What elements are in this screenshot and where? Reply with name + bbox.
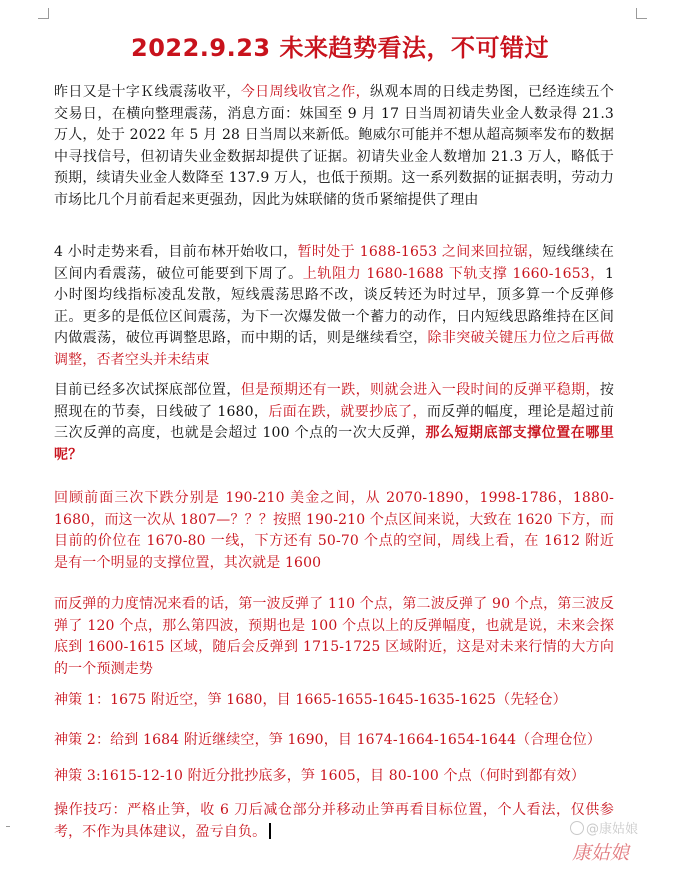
paragraph-past-declines: 回顾前面三次下跌分别是 190-210 美金之间，从 2070-1890，1998-1786，1880-1680，而这一次从 1807—？？？按照 190-210 个点区间来说，大致在 1620 下方，而目前的价位在 1670-80 一线，下方还有 50-70 个点的空间，周线上看，在 1612 附近是有一个明显的支撑位置，其次就是 1600: [54, 490, 614, 571]
p1-text-1: 昨日又是十字Ｋ线震荡收平，: [54, 84, 241, 100]
strategy-2: 神策 2：给到 1684 附近继续空，笋 1690，目 1674-1664-1654-1644（合理仓位）: [54, 732, 602, 748]
paragraph-daily-review: [54, 82, 614, 212]
p3-highlight-2: 后面在跌，就要抄底了，: [268, 403, 427, 420]
operation-tips-text: 操作技巧：严格止笋，收 6 刀后减仓部分并移动止笋再看目标位置，个人看法，仅供参考，不作为具体建议，盈亏自负。: [54, 802, 614, 840]
text-cursor: [269, 823, 271, 839]
weibo-handle: @康姑娘: [586, 822, 639, 837]
weibo-watermark: [570, 818, 638, 837]
p3-text-2: 按照现在的节奏，日线破了 1680，: [54, 382, 614, 420]
page-corner-mark-top-right: [636, 8, 647, 19]
paragraph-4h-trend: [54, 242, 614, 372]
p2-highlight-range: 暂时处于 1688-1653 之间来回拉锯，: [297, 244, 543, 260]
p3-highlight-1: 但是预期还有一跌，则就会进入一段时间的反弹平稳期，: [240, 382, 600, 398]
document-title: [0, 28, 680, 63]
page-corner-mark-top-left: [38, 8, 49, 19]
p2-text-1: 4 小时走势来看，目前布林开始收口，: [54, 244, 298, 260]
signature-watermark: 康姑娘: [572, 842, 630, 864]
p2-highlight-levels: 上轨阻力 1680-1688 下轨支撑 1660-1653，: [302, 265, 605, 282]
strategy-1: 神策 1：1675 附近空，笋 1680，目 1665-1655-1645-1635-1625（先轻仓）: [54, 692, 567, 708]
paragraph-bottom-test: [54, 380, 614, 466]
p2-text-3: 1 小时图均线指标凌乱发散，短线震荡思路不改，谈反转还为时过早，顶多算一个反弹修正。更多的是低位区间震荡，为下一次爆发做一个蓄力的动作，日内短线思路维持在区间内做震荡，破位再调整思路，而中期的话，则是继续看空，: [54, 265, 614, 347]
weibo-icon: [570, 821, 584, 835]
p1-highlight: 今日周线收官之作，: [240, 84, 371, 100]
title-text: 未来趋势看法，不可错过: [270, 34, 549, 62]
watermark: [570, 818, 674, 866]
p2-highlight-bearish: 除非突破关键压力位之后再做调整，否者空头并未结束: [54, 330, 614, 368]
margin-mark: [6, 826, 10, 827]
operation-tips: [54, 800, 614, 843]
paragraph-rebound-forecast: 而反弹的力度情况来看的话，第一波反弹了 110 个点，第二波反弹了 90 个点，第三波反弹了 120 个点，那么第四波，预期也是 100 个点以上的反弹幅度，也就是说，未来会探底到 1600-1615 区域，随后会反弹到 1715-1725 区域附近，这是对未来行情的大方向的一个预测走势: [54, 596, 614, 677]
p3-text-3: 而反弹的幅度，理论是超过前三次反弹的高度，也就是会超过 100 个点的一次大反弹，: [54, 403, 615, 442]
strategy-3: 神策 3:1615-12-10 附近分批抄底多，笋 1605，目 80-100 个点（何时到都有效）: [54, 768, 585, 784]
p3-text-1: 目前已经多次试探底部位置，: [54, 382, 241, 398]
p3-highlight-question: 那么短期底部支撑位置在哪里呢？: [54, 425, 614, 463]
title-date: 2022.9.23: [131, 34, 271, 62]
p1-text-2: 纵观本周的日线走势图，已经连续五个交易日，在横向整理震荡，消息方面：妹国至 9 月 17 日当周初请失业金人数录得 21.3 万人，处于 2022 年 5 月 28 日当周以来新低。鲍威尔可能并不想从超高频率发布的数据中寻找信号，但初请失业金数据却提供了证据。初请失业金人数增加 21.3 万人，略低于预期，续请失业金人数降至 137.9 万人，也低于预期。这一系列数据的证据表明，劳动力市场比几个月前看起来更强劲，因此为妹联储的货币紧缩提供了理由: [54, 84, 614, 208]
p2-text-2: 短线继续在区间内看震荡，破位可能要到下周了。: [54, 244, 614, 282]
